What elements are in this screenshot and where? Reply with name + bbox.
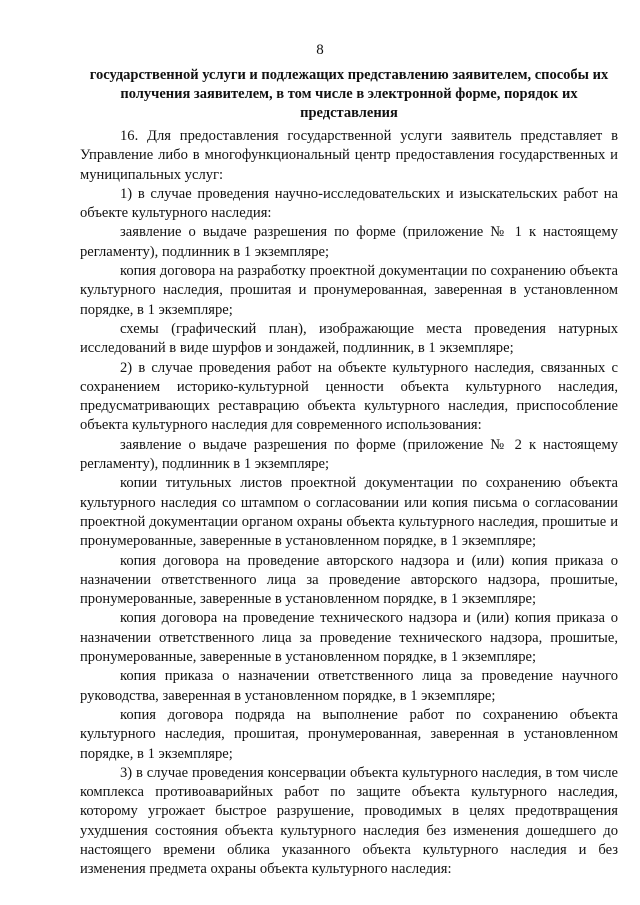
body-text (80, 127, 618, 880)
paragraph-contract-copy: копия договора подряда на выполнение работ по сохранению объекта культурного наследия, прошитая, пронумерованная, заверенная в установленном порядке, в 1 экземпляре; (80, 706, 618, 762)
paragraph-schemes: схемы (графический план), изображающие места проведения натурных исследований в виде шурфов и зондажей, подлинник, в 1 экземпляре; (80, 320, 618, 357)
paragraph-scientific-supervision: копия приказа о назначении ответственного лица за проведение научного руководства, заверенная в установленном порядке, в 1 экземпляре; (80, 668, 618, 704)
paragraph-item-1: 1) в случае проведения научно-исследовательских и изыскательских работ на объекте культурного наследия: (80, 185, 618, 222)
paragraph-title-pages-copy: копии титульных листов проектной документации по сохранению объекта культурного наследия со штампом о согласовании или копия письма о согласовании проектной документации органом охраны объекта культурного наследия, прошитые и пронумерованные, заверенные в установленном порядке, в 1 экземпляре; (80, 475, 618, 550)
section-heading: государственной услуги и подлежащих представлению заявителем, способы их получения заявителем, в том числе в электронной форме, порядок их представления (89, 67, 609, 121)
paragraph-design-contract-copy: копия договора на разработку проектной документации по сохранению объекта культурного наследия, прошитая и пронумерованная, заверенная в установленном порядке, в 1 экземпляре; (80, 263, 618, 318)
paragraph-author-supervision: копия договора на проведение авторского надзора и (или) копия приказа о назначении ответственного лица за проведение авторского надзора, прошитые, пронумерованные, заверенные в установленном порядке, в 1 экземпляре; (80, 552, 618, 608)
page-number: 8 (316, 42, 324, 58)
paragraph-technical-supervision: копия договора на проведение технического надзора и (или) копия приказа о назначении ответственного лица за проведение технического надзора, прошитые, пронумерованные, заверенные в установленном порядке, в 1 экземпляре; (80, 610, 618, 666)
paragraph-application-form-2: заявление о выдаче разрешения по форме (приложение № 2 к настоящему регламенту), подлинник в 1 экземпляре; (80, 436, 618, 473)
paragraph-16: 16. Для предоставления государственной услуги заявитель представляет в Управление либо в многофункциональный центр предоставления государственных и муниципальных услуг: (80, 128, 618, 183)
paragraph-item-3: 3) в случае проведения консервации объекта культурного наследия, в том числе комплекса противоаварийных работ по защите объекта культурного наследия, которому угрожает быстрое разрушение, проводимых в целях предотвращения ухудшения состояния объекта культурного наследия без изменения дошедшего до настоящего времени облика указанного объекта культурного наследия и без изменения предмета охраны объекта культурного наследия: (80, 764, 618, 878)
paragraph-application-form-1: заявление о выдаче разрешения по форме (приложение № 1 к настоящему регламенту), подлинник в 1 экземпляре; (80, 224, 618, 260)
paragraph-item-2: 2) в случае проведения работ на объекте культурного наследия, связанных с сохранением историко-культурной ценности объекта культурного наследия, предусматривающих реставрацию объекта культурного наследия, приспособление объекта культурного наследия для современного использования: (80, 359, 618, 434)
